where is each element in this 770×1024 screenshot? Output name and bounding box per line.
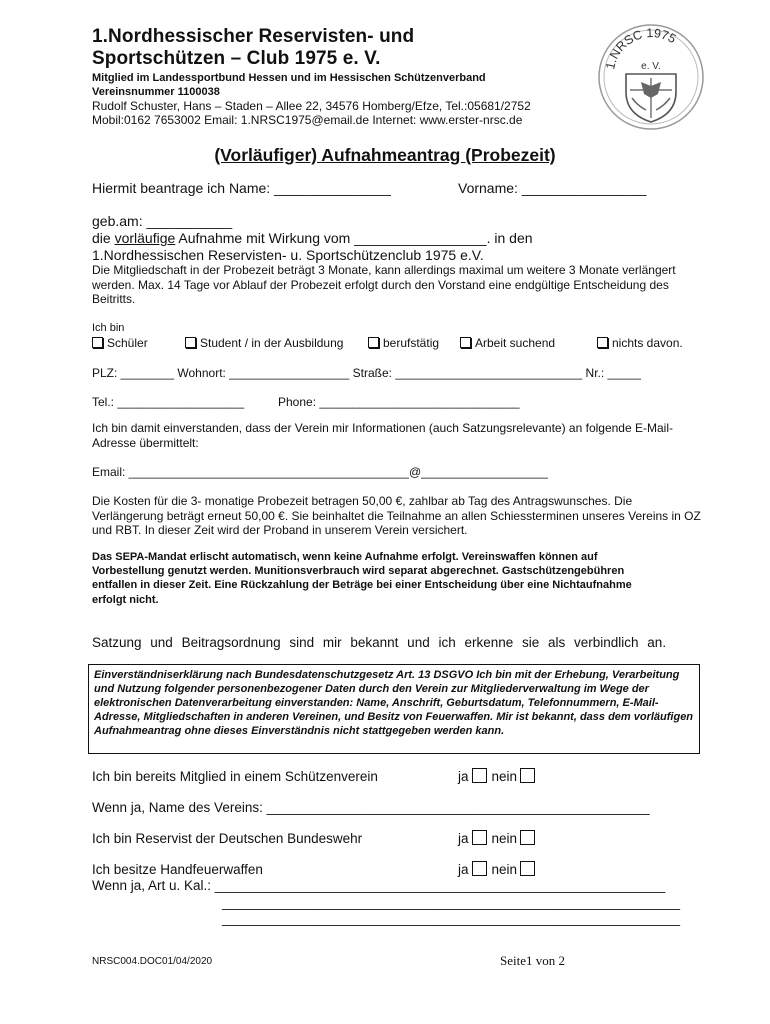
page-number: Seite1 von 2 (500, 953, 565, 968)
question-schuetzenverein: Ich bin bereits Mitglied in einem Schützenverein (92, 769, 378, 784)
waffen-art-line3[interactable]: _____________________________________________________________ (222, 911, 680, 926)
ja-label: ja (458, 862, 469, 877)
nein-checkbox[interactable] (520, 768, 535, 783)
nein-label: nein (491, 831, 518, 846)
vorname-field[interactable]: Vorname: ________________ (458, 180, 647, 196)
seal-text-ev: e. V. (641, 61, 661, 72)
status-option-schueler[interactable]: Schüler (92, 336, 148, 350)
contact-line: Mobil:0162 7653002 Email: 1.NRSC1975@email.de Internet: www.erster-nrsc.de (92, 113, 523, 127)
sepa-text: Das SEPA-Mandat erlischt automatisch, wenn keine Aufnahme erfolgt. Vereinswaffen können auf Vorbestellung genutzt werden. Munitionsverbrauch wird separat abgerechnet. Gastschützengebühren entfallen in dieser Zeit. Eine Rückzahlung der Beträge bei einer Entscheidung über eine Nichtaufnahme erfolgt nicht. (92, 551, 632, 606)
verein-name-field[interactable]: Wenn ja, Name des Vereins: ___________________________________________________ (92, 800, 650, 815)
email-field[interactable]: Email: __________________________________________@___________________ (92, 465, 548, 479)
question-handfeuerwaffen: Ich besitze Handfeuerwaffen (92, 862, 263, 877)
satzung-text: Satzung und Beitragsordnung sind mir bekannt und ich erkenne sie als verbindlich an. (92, 635, 667, 650)
document-id: NRSC004.DOC01/04/2020 (92, 956, 213, 967)
status-option-berufstaetig[interactable]: berufstätig (368, 336, 439, 350)
answer-handfeuerwaffen[interactable] (458, 861, 540, 877)
phone-field[interactable]: Phone: ______________________________ (278, 395, 520, 409)
club-title-line1: 1.Nordhessischer Reservisten- und (92, 26, 415, 47)
club-seal-logo (596, 22, 706, 132)
status-option-student[interactable]: Student / in der Ausbildung (185, 336, 343, 350)
form-title: (Vorläufiger) Aufnahmeantrag (Probezeit) (214, 145, 556, 165)
ja-checkbox[interactable] (472, 768, 487, 783)
effective-date-line[interactable]: die vorläufige Aufnahme mit Wirkung vom _________________. in den (92, 230, 533, 246)
nein-label: nein (491, 769, 518, 784)
seal-text-top: 1.NRSC 1975 (603, 25, 679, 71)
vorlaeufige-underlined: vorläufige (114, 230, 176, 246)
answer-reservist[interactable] (458, 830, 540, 846)
probezeit-text: Die Mitgliedschaft in der Probezeit beträgt 3 Monate, kann allerdings maximal um weitere 3 Monate verlängert werden. Max. 14 Tage vor Ablauf der Probezeit erfolgt durch den Vorstand eine endgültige Entscheidung des Beitritts. (92, 263, 676, 306)
ja-checkbox[interactable] (472, 861, 487, 876)
checkbox-icon[interactable] (92, 337, 103, 348)
checkbox-icon[interactable] (185, 337, 196, 348)
membership-line: Mitglied im Landessportbund Hessen und im Hessischen Schützenverband (92, 72, 486, 84)
ja-label: ja (458, 769, 469, 784)
birthdate-field[interactable]: geb.am: ___________ (92, 213, 233, 229)
checkbox-icon[interactable] (597, 337, 608, 348)
tel-field[interactable]: Tel.: ___________________ (92, 395, 245, 409)
status-option-arbeit-suchend[interactable]: Arbeit suchend (460, 336, 555, 350)
checkbox-icon[interactable] (368, 337, 379, 348)
address-fields[interactable]: PLZ: ________ Wohnort: __________________ Straße: ____________________________ Nr.: _____ (92, 366, 641, 380)
ja-checkbox[interactable] (472, 830, 487, 845)
dsgvo-consent-box: Einverständniserklärung nach Bundesdatenschutzgesetz Art. 13 DSGVO Ich bin mit der Erhebung, Verarbeitung und Nutzung folgender personenbezogener Daten durch den Verein zur Mitgliederverwaltung im Wege der elektronischen Datenverarbeitung einverstanden: Name, Anschrift, Geburtsdatum, Telefonnummern, E-Mail-Adresse, Mitgliedschaften in anderen Vereinen, und Besitz von Feuerwaffen. Mir ist bekannt, dass dem vorläufigen Aufnahmeantrag ohne dieses Einverständnis nicht stattgegeben werden kann. (88, 664, 700, 754)
nein-checkbox[interactable] (520, 861, 535, 876)
name-field[interactable]: Hiermit beantrage ich Name: _______________ (92, 180, 391, 196)
club-title-line2: Sportschützen – Club 1975 e. V. (92, 48, 381, 69)
ja-label: ja (458, 831, 469, 846)
club-name-line: 1.Nordhessischen Reservisten- u. Sportschützenclub 1975 e.V. (92, 247, 484, 263)
checkbox-icon[interactable] (460, 337, 471, 348)
email-consent-text: Ich bin damit einverstanden, dass der Verein mir Informationen (auch Satzungsrelevante) an folgende E-Mail-Adresse übermittelt: (92, 421, 673, 450)
question-reservist: Ich bin Reservist der Deutschen Bundeswehr (92, 831, 363, 846)
waffen-art-line2[interactable]: _____________________________________________________________ (222, 895, 680, 910)
nein-checkbox[interactable] (520, 830, 535, 845)
costs-text: Die Kosten für die 3- monatige Probezeit betragen 50,00 €, zahlbar ab Tag des Antragswunsches. Die Verlängerung beträgt erneut 50,00 €. Sie beinhaltet die Teilnahme an allen Schiessterminen unseres Vereins in OZ und RBT. In dieser Zeit wird der Proband in unserem Verein versichert. (92, 494, 701, 537)
waffen-art-field[interactable]: Wenn ja, Art u. Kal.: ____________________________________________________________ (92, 878, 666, 893)
nein-label: nein (491, 862, 518, 877)
answer-schuetzenverein[interactable] (458, 768, 540, 784)
status-option-nichts[interactable]: nichts davon. (597, 336, 683, 350)
ich-bin-label: Ich bin (92, 322, 125, 334)
vereinsnummer: Vereinsnummer 1100038 (92, 86, 220, 98)
address-line: Rudolf Schuster, Hans – Staden – Allee 22, 34576 Homberg/Efze, Tel.:05681/2752 (92, 99, 531, 113)
